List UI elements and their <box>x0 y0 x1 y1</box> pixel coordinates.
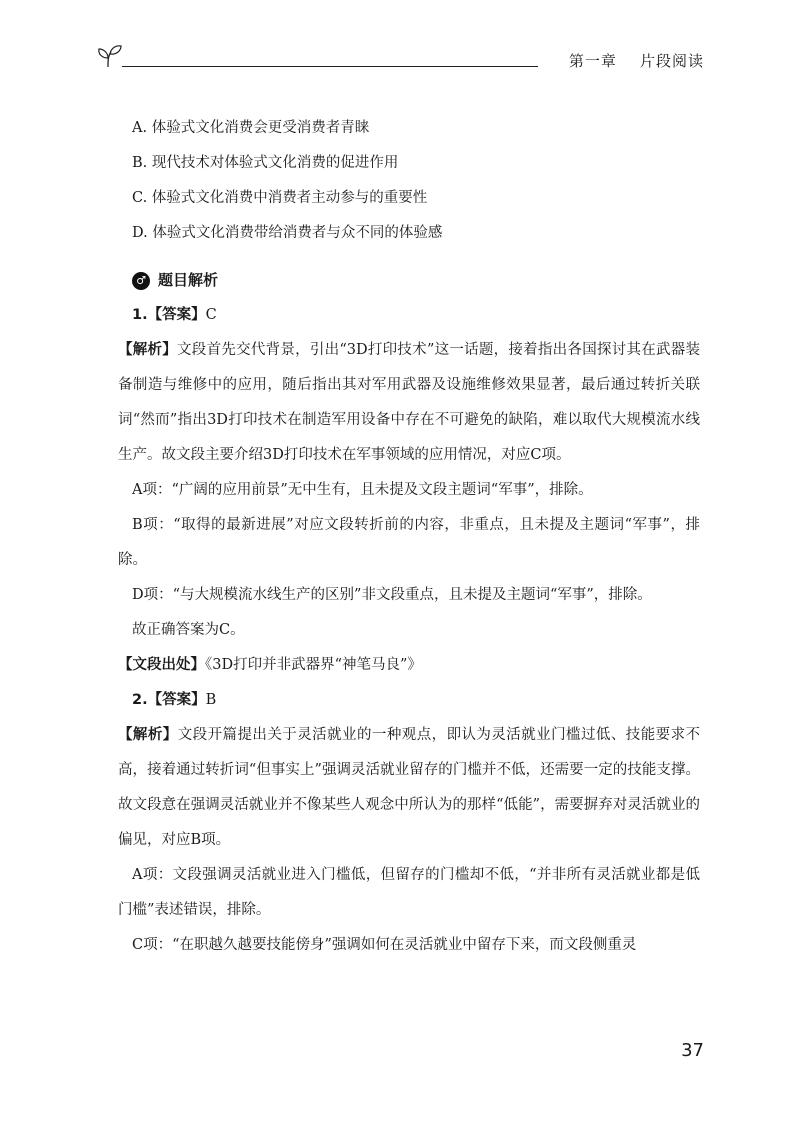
option-a: A. 体验式文化消费会更受消费者青睐 <box>132 120 370 136</box>
analysis-1-text: 文段首先交代背景，引出“3D打印技术”这一话题，接着指出各国探讨其在武器装备制造与维修中的应用，随后指出其对军用武器及设施维修效果显著，最后通过转折关联词“然而”指出3D打印技术在制造军用设备中存在不可避免的缺陷，难以取代大规模流水线生产。故文段主要介绍3D打印技术在军事领域的应用情况，对应C项。 <box>118 342 700 463</box>
chapter-title: 第一章 片段阅读 <box>568 52 704 70</box>
answer-1-value: C <box>205 307 217 323</box>
analysis-icon: ♂ <box>132 272 150 290</box>
answer-1 <box>118 298 700 333</box>
analysis-2-item-a: A项：文段强调灵活就业进入门槛低，但留存的门槛却不低，“并非所有灵活就业都是低门槛”表述错误，排除。 <box>118 867 700 918</box>
analysis-1-item-b: B项：“取得的最新进展”对应文段转折前的内容，非重点，且未提及主题词“军事”，排除。 <box>118 517 700 568</box>
analysis-2-label: 【解析】 <box>118 727 178 743</box>
analysis-1-item-d: D项：“与大规模流水线生产的区别”非文段重点，且未提及主题词“军事”，排除。 <box>132 587 652 603</box>
option-c: C. 体验式文化消费中消费者主动参与的重要性 <box>132 190 428 206</box>
page-body <box>118 111 700 963</box>
page-number: 37 <box>681 1040 704 1061</box>
analysis-2-text: 文段开篇提出关于灵活就业的一种观点，即认为灵活就业门槛过低、技能要求不高，接着通过转折词“但事实上”强调灵活就业留存的门槛并不低，还需要一定的技能支撑。故文段意在强调灵活就业并不像某些人观念中所认为的那样“低能”，需要摒弃对灵活就业的偏见，对应B项。 <box>118 727 701 848</box>
answer-2 <box>118 683 700 718</box>
answer-2-value: B <box>205 692 217 708</box>
source-1-text: 《3D打印并非武器界“神笔马良”》 <box>205 657 422 673</box>
section-title: 题目解析 <box>158 271 219 289</box>
header-rule <box>122 66 538 67</box>
answer-1-label: 1.【答案】 <box>132 307 206 323</box>
analysis-1-label: 【解析】 <box>118 342 178 358</box>
answer-2-label: 2.【答案】 <box>132 692 206 708</box>
source-1 <box>118 648 700 683</box>
analysis-1 <box>118 333 700 473</box>
running-header <box>96 40 708 80</box>
analysis-1-item-a: A项：“广阔的应用前景”无中生有，且未提及文段主题词“军事”，排除。 <box>132 482 593 498</box>
source-1-label: 【文段出处】 <box>118 657 205 673</box>
analysis-1-conclusion: 故正确答案为C。 <box>132 622 245 638</box>
analysis-2 <box>118 718 700 858</box>
section-heading <box>132 263 700 298</box>
option-d: D. 体验式文化消费带给消费者与众不同的体验感 <box>132 225 443 241</box>
analysis-2-item-c: C项：“在职越久越要技能傍身”强调如何在灵活就业中留存下来，而文段侧重灵 <box>132 937 637 953</box>
option-b: B. 现代技术对体验式文化消费的促进作用 <box>132 155 399 171</box>
